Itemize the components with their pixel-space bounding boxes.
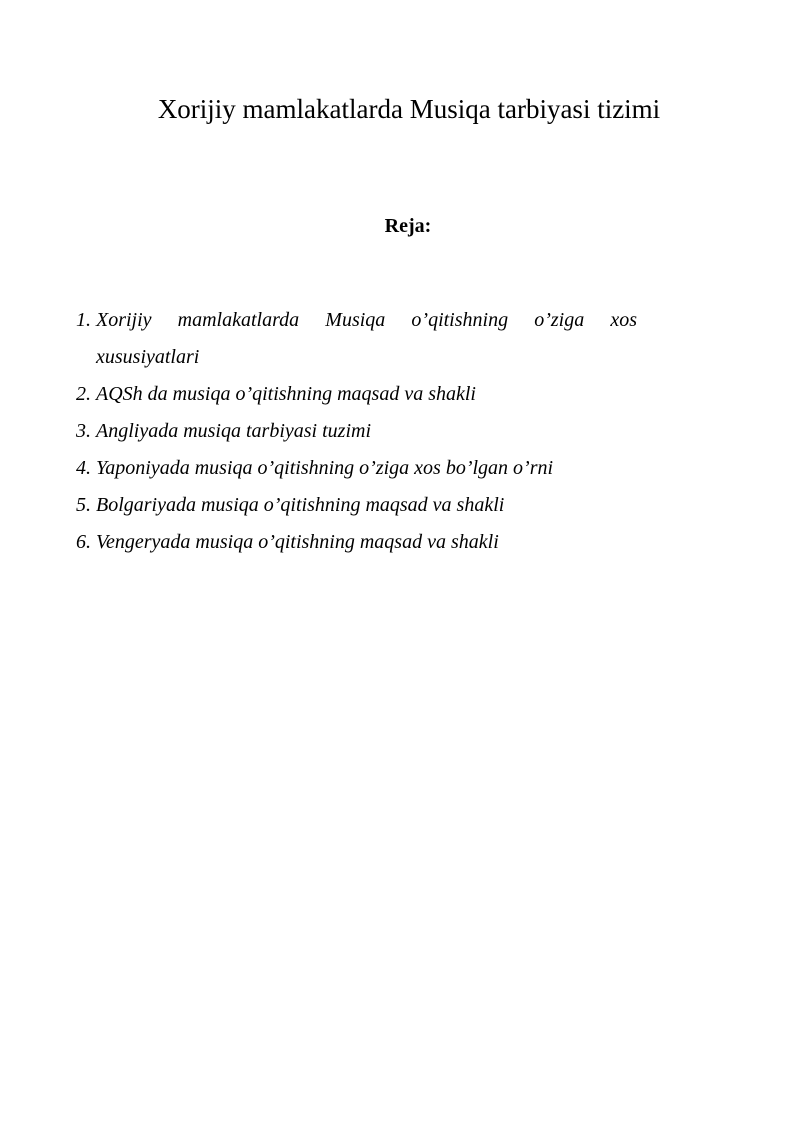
plan-item-text: AQSh da musiqa o’qitishning maqsad va shakli bbox=[96, 383, 476, 405]
document-title: Xorijiy mamlakatlarda Musiqa tarbiyasi tizimi bbox=[157, 94, 661, 124]
plan-item-number: 2. bbox=[76, 383, 91, 405]
plan-item-number: 6. bbox=[76, 531, 91, 553]
plan-item-4 bbox=[76, 450, 637, 487]
plan-item-text: Angliyada musiqa tarbiyasi tuzimi bbox=[96, 420, 371, 442]
plan-item-number: 3. bbox=[76, 420, 91, 442]
plan-item-text: Bolgariyada musiqa o’qitishning maqsad va shakli bbox=[96, 494, 505, 516]
plan-item-text: Yaponiyada musiqa o’qitishning o’ziga xos bo’lgan o’rni bbox=[96, 457, 554, 479]
plan-item-6 bbox=[76, 524, 637, 561]
plan-item-text: Xorijiy mamlakatlarda Musiqa o’qitishning o’ziga xos xususiyatlari bbox=[96, 309, 637, 368]
plan-item-text: Vengeryada musiqa o’qitishning maqsad va shakli bbox=[96, 531, 499, 553]
plan-item-number: 5. bbox=[76, 494, 91, 516]
plan-item-2 bbox=[76, 376, 637, 413]
plan-item-number: 4. bbox=[76, 457, 91, 479]
plan-item-5 bbox=[76, 487, 637, 524]
plan-heading: Reja: bbox=[384, 215, 432, 237]
plan-item-1 bbox=[76, 302, 637, 376]
plan-item-number: 1. bbox=[76, 309, 91, 331]
plan-item-3 bbox=[76, 413, 637, 450]
plan-list bbox=[76, 302, 637, 561]
